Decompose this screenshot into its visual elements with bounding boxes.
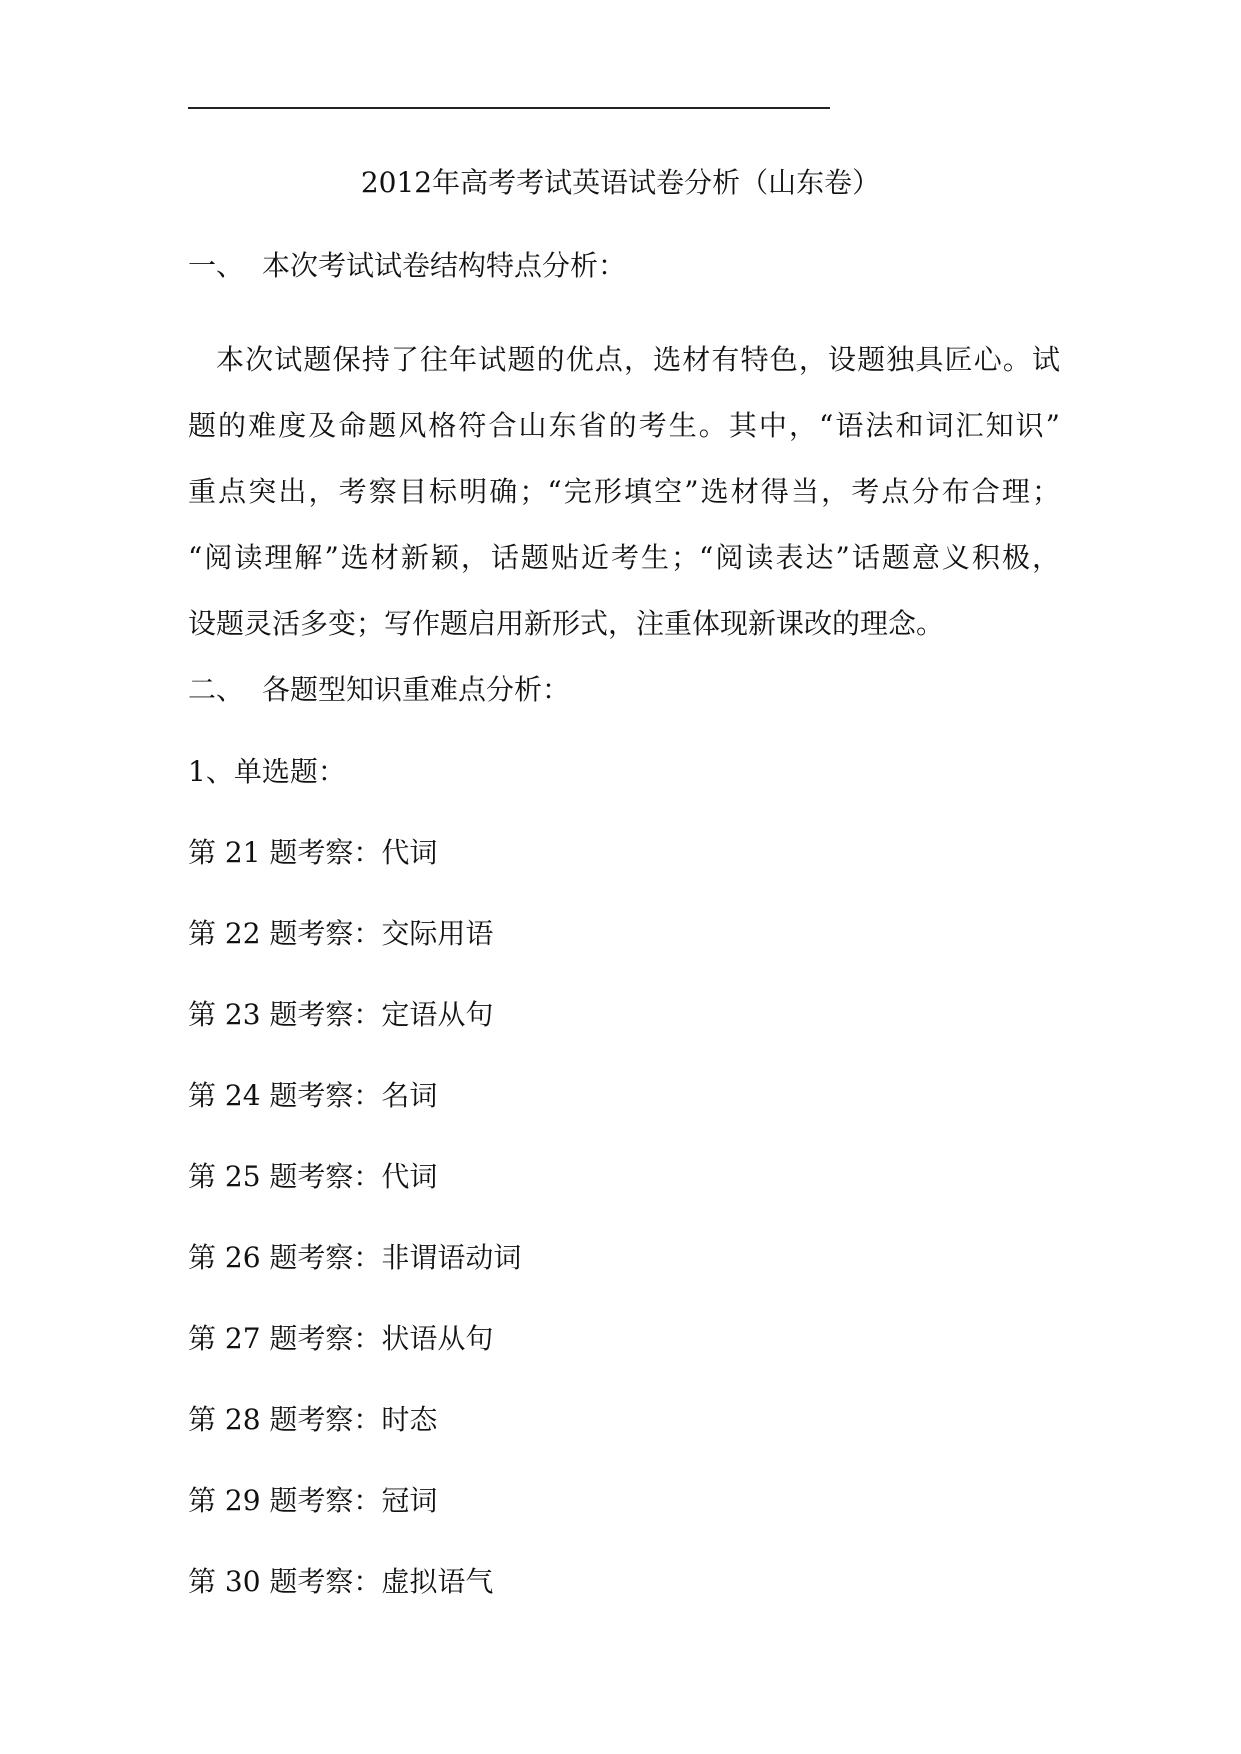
section-heading-text: 本次考试试卷结构特点分析： bbox=[262, 249, 627, 282]
paragraph-line: 题的难度及命题风格符合山东省的考生。其中，“语法和词汇知识” bbox=[188, 409, 1060, 442]
paragraph-line: 设题灵活多变；写作题启用新形式，注重体现新课改的理念。 bbox=[188, 607, 945, 640]
list-item: 第 24 题考察：名词 bbox=[188, 1079, 438, 1112]
section-heading-2 bbox=[188, 670, 570, 710]
list-item: 第 28 题考察：时态 bbox=[188, 1403, 438, 1436]
list-item: 第 23 题考察：定语从句 bbox=[188, 998, 494, 1031]
section-heading-text: 各题型知识重难点分析： bbox=[262, 673, 571, 706]
list-item: 第 29 题考察：冠词 bbox=[188, 1484, 438, 1517]
list-item: 第 21 题考察：代词 bbox=[188, 836, 438, 869]
document-title: 2012年高考考试英语试卷分析（山东卷） bbox=[360, 166, 881, 199]
paragraph-line: “阅读理解”选材新颖，话题贴近考生；“阅读表达”话题意义积极， bbox=[188, 541, 1060, 574]
section-number: 二、 bbox=[188, 673, 245, 706]
top-rule bbox=[188, 107, 830, 109]
analysis-paragraph bbox=[188, 327, 1060, 657]
paragraph-line: 重点突出，考察目标明确；“完形填空”选材得当，考点分布合理； bbox=[188, 475, 1060, 508]
list-item: 第 30 题考察：虚拟语气 bbox=[188, 1565, 494, 1598]
section-heading-1 bbox=[188, 246, 626, 286]
subsection-heading: 1、单选题： bbox=[188, 755, 346, 788]
section-number: 一、 bbox=[188, 249, 245, 282]
list-item: 第 22 题考察：交际用语 bbox=[188, 917, 494, 950]
list-item: 第 26 题考察：非谓语动词 bbox=[188, 1241, 522, 1274]
paragraph-line: 本次试题保持了往年试题的优点，选材有特色，设题独具匠心。试 bbox=[216, 343, 1060, 376]
list-item: 第 25 题考察：代词 bbox=[188, 1160, 438, 1193]
list-item: 第 27 题考察：状语从句 bbox=[188, 1322, 494, 1355]
